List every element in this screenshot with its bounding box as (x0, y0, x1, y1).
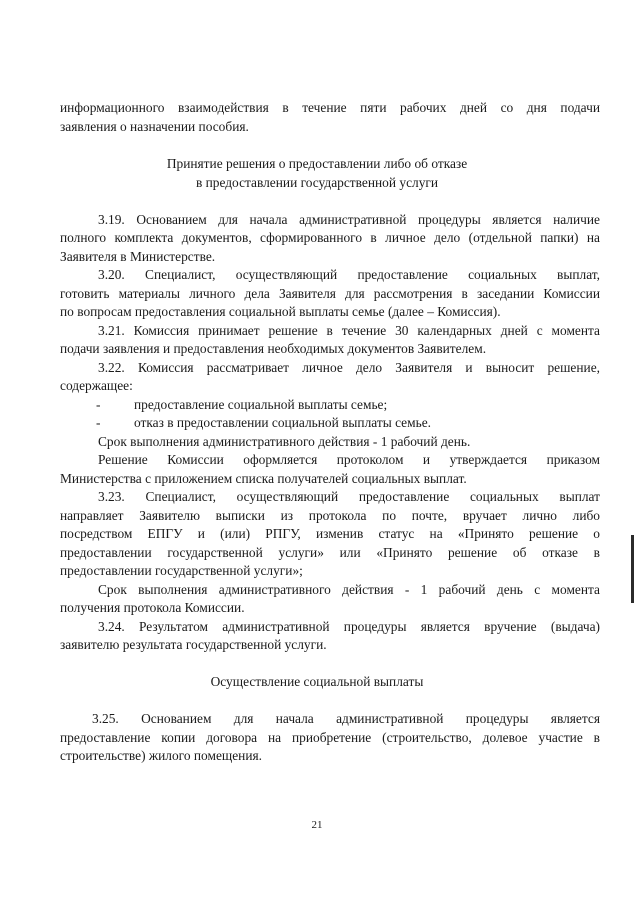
list-item: отказ в предоставлении социальной выплаты семье. (134, 415, 431, 430)
paragraph-3-25: 3.25. Основанием для начала административной процедуры является (92, 711, 600, 726)
text-line: содержащее: (60, 378, 133, 393)
text-line: предоставление копии договора на приобретение (строительство, долевое участие в (60, 730, 600, 745)
text-line: посредством ЕПГУ и (или) РПГУ, изменив статус на «Принято решение о (60, 526, 600, 541)
list-item: предоставление социальной выплаты семье; (134, 397, 388, 412)
paragraph-3-21: 3.21. Комиссия принимает решение в течение 30 календарных дней с момента (98, 323, 600, 338)
text-line: Заявителя в Министерстве. (60, 249, 216, 264)
paragraph-3-24: 3.24. Результатом административной процедуры является вручение (выдача) (98, 619, 600, 634)
text-line: информационного взаимодействия в течение пяти рабочих дней со дня подачи (60, 100, 600, 115)
text-line: по вопросам предоставления социальной выплаты семье (далее – Комиссия). (60, 304, 501, 319)
text-line: предоставлении государственной услуги» или «Принято решение об отказе в (60, 545, 600, 560)
section-heading: Принятие решения о предоставлении либо об отказе (166, 156, 468, 171)
text-line: направляет Заявителю выписки из протокола по почте, вручает лично либо (60, 508, 600, 523)
text-line: Министерства с приложением списка получателей социальных выплат. (60, 471, 467, 486)
text-line: Срок выполнения административного действия - 1 рабочий день. (98, 434, 471, 449)
text-line: готовить материалы личного дела Заявителя для рассмотрения в заседании Комиссии (60, 286, 600, 301)
paragraph-3-23: 3.23. Специалист, осуществляющий предоставление социальных выплат (98, 489, 600, 504)
text-line: Срок выполнения административного действия - 1 рабочий день с момента (98, 582, 600, 597)
list-dash: - (96, 397, 101, 412)
text-line: предоставлении государственной услуги»; (60, 563, 303, 578)
text-line: заявителю результата государственной услуги. (60, 637, 327, 652)
text-line: подачи заявления и предоставления необходимых документов Заявителем. (60, 341, 487, 356)
section-heading: Осуществление социальной выплаты (210, 674, 424, 689)
text-line: получения протокола Комиссии. (60, 600, 245, 615)
paragraph-3-19: 3.19. Основанием для начала административной процедуры является наличие (98, 212, 600, 227)
paragraph-3-22: 3.22. Комиссия рассматривает личное дело Заявителя и выносит решение, (98, 360, 600, 375)
list-dash: - (96, 415, 101, 430)
text-line: строительстве) жилого помещения. (60, 748, 263, 763)
text-line: Решение Комиссии оформляется протоколом и утверждается приказом (98, 452, 600, 467)
section-heading: в предоставлении государственной услуги (195, 175, 439, 190)
text-line: полного комплекта документов, сформированного в личное дело (отдельной папки) на (60, 230, 600, 245)
text-line: заявления о назначении пособия. (60, 119, 249, 134)
page-number: 21 (311, 819, 323, 831)
paragraph-3-20: 3.20. Специалист, осуществляющий предоставление социальных выплат, (98, 267, 600, 282)
